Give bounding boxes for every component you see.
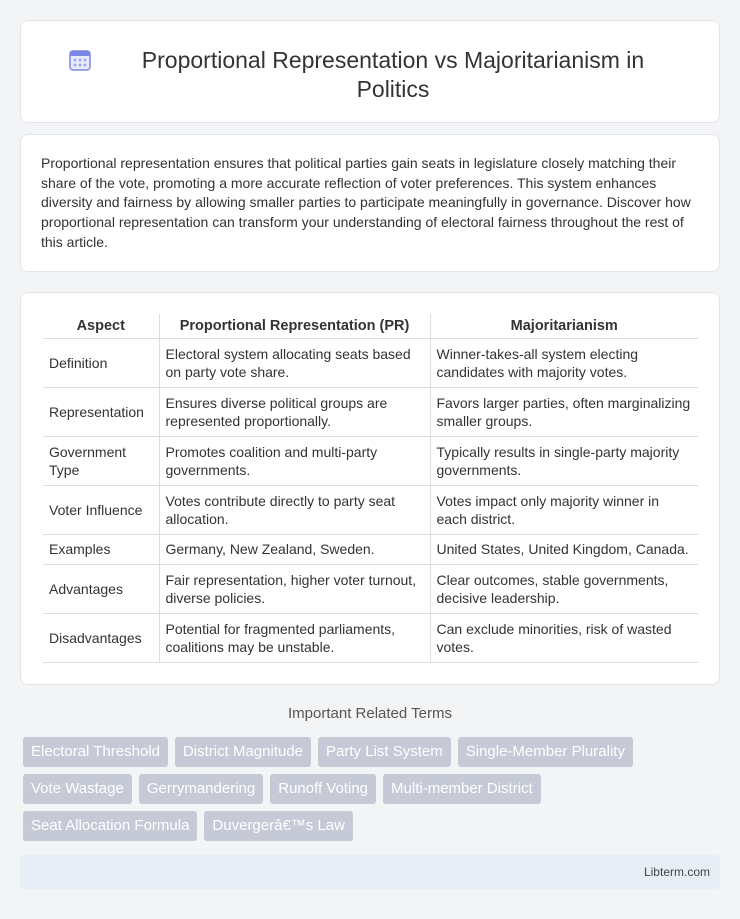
row-aspect: Government Type — [43, 436, 159, 485]
intro-card — [20, 134, 720, 272]
row-aspect: Advantages — [43, 564, 159, 613]
related-term-tag[interactable]: Seat Allocation Formula — [23, 811, 197, 841]
row-majoritarianism: United States, United Kingdom, Canada. — [430, 534, 698, 564]
table-row — [43, 338, 698, 387]
row-aspect: Definition — [43, 338, 159, 387]
table-row — [43, 534, 698, 564]
table-row — [43, 387, 698, 436]
related-term-tag[interactable]: Runoff Voting — [270, 774, 376, 804]
row-pr: Votes contribute directly to party seat allocation. — [159, 485, 430, 534]
row-aspect: Representation — [43, 387, 159, 436]
footer-site-link[interactable]: Libterm.com — [643, 865, 710, 879]
related-term-tag[interactable]: Party List System — [318, 737, 451, 767]
row-majoritarianism: Favors larger parties, often marginalizing smaller groups. — [430, 387, 698, 436]
row-pr: Electoral system allocating seats based on party vote share. — [159, 338, 430, 387]
related-term-tag[interactable]: Vote Wastage — [23, 774, 132, 804]
table-row — [43, 613, 698, 662]
related-term-tag[interactable]: District Magnitude — [175, 737, 311, 767]
row-majoritarianism: Typically results in single-party majority governments. — [430, 436, 698, 485]
row-pr: Ensures diverse political groups are represented proportionally. — [159, 387, 430, 436]
intro-paragraph: Proportional representation ensures that political parties gain seats in legislature closely matching their share of the vote, promoting a more accurate reflection of voter preferences. This system enhances diversity and fairness by allowing smaller parties to participate meaningfully in governance. Discover how proportional representation can transform your understanding of electoral fairness throughout the rest of this article. — [41, 155, 691, 250]
table-row — [43, 436, 698, 485]
row-pr: Fair representation, higher voter turnout, diverse policies. — [159, 564, 430, 613]
table-row — [43, 564, 698, 613]
row-majoritarianism: Votes impact only majority winner in each district. — [430, 485, 698, 534]
header-aspect: Aspect — [43, 314, 159, 338]
row-majoritarianism: Can exclude minorities, risk of wasted votes. — [430, 613, 698, 662]
footer — [20, 855, 720, 889]
row-pr: Potential for fragmented parliaments, coalitions may be unstable. — [159, 613, 430, 662]
header-pr: Proportional Representation (PR) — [159, 314, 430, 338]
title-card — [20, 20, 720, 123]
calendar-icon — [67, 47, 93, 73]
related-term-tag[interactable]: Single-Member Plurality — [458, 737, 633, 767]
row-aspect: Disadvantages — [43, 613, 159, 662]
related-terms-heading: Important Related Terms — [288, 705, 452, 722]
header-majoritarianism: Majoritarianism — [430, 314, 698, 338]
comparison-card — [20, 292, 720, 685]
row-aspect: Voter Influence — [43, 485, 159, 534]
row-aspect: Examples — [43, 534, 159, 564]
related-term-tag[interactable]: Duvergerâ€™s Law — [204, 811, 353, 841]
related-term-tag[interactable]: Electoral Threshold — [23, 737, 168, 767]
table-row — [43, 485, 698, 534]
related-term-tag[interactable]: Gerrymandering — [139, 774, 263, 804]
page-title: Proportional Representation vs Majoritarianism in Politics — [141, 47, 645, 102]
related-terms-list — [23, 737, 703, 841]
table-header-row — [43, 314, 698, 338]
comparison-table — [43, 314, 698, 663]
row-majoritarianism: Winner-takes-all system electing candidates with majority votes. — [430, 338, 698, 387]
row-majoritarianism: Clear outcomes, stable governments, decisive leadership. — [430, 564, 698, 613]
row-pr: Germany, New Zealand, Sweden. — [159, 534, 430, 564]
row-pr: Promotes coalition and multi-party governments. — [159, 436, 430, 485]
related-term-tag[interactable]: Multi-member District — [383, 774, 541, 804]
